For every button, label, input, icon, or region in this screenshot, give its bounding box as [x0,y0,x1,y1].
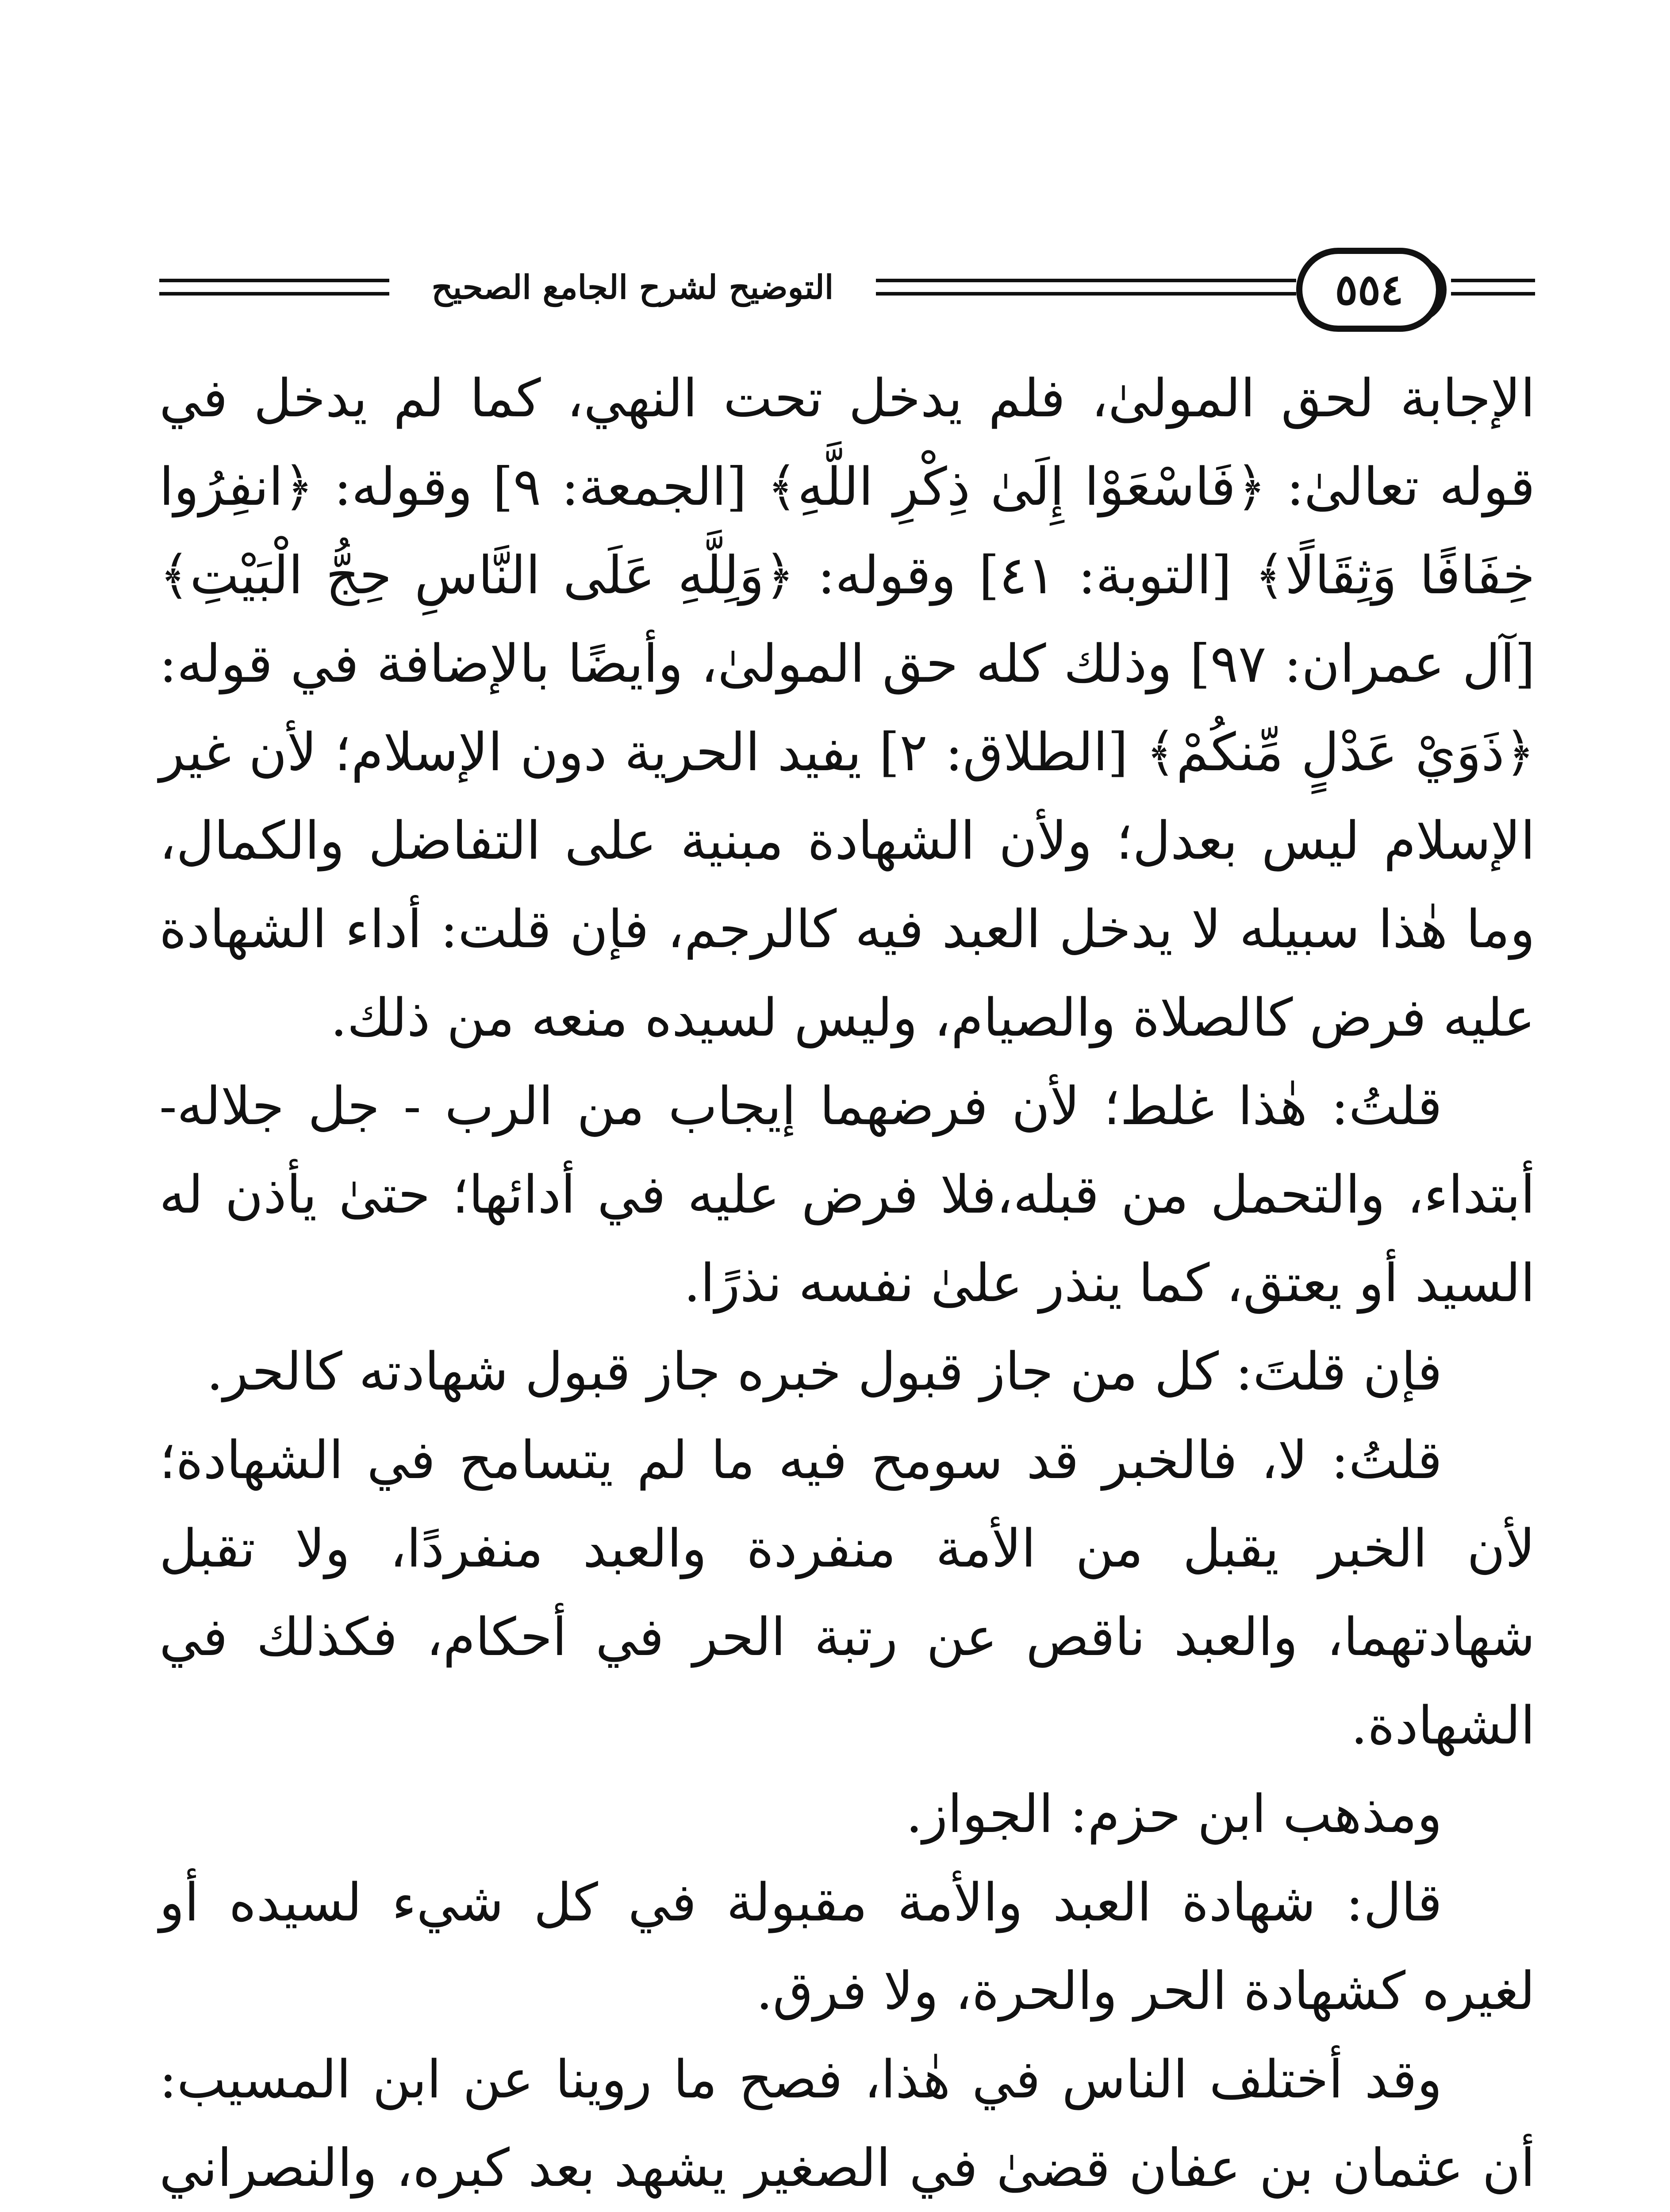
header-rule-middle-top [876,279,1296,282]
paragraph-3: فإن قلتَ: كل من جاز قبول خبره جاز قبول شهادته كالحر. [206,1341,1442,1402]
paragraph-7 [159,2035,1535,2212]
paragraph-2: قلتُ: هٰذا غلط؛ لأن فرضهما إيجاب من الرب - جل جلاله- أبتداء، والتحمل من قبله،فلا فرض عليه في أدائها؛ حتىٰ يأذن له السيد أو يعتق، كما ينذر علىٰ نفسه نذرًا. [159,1075,1535,1313]
page-header [159,248,1535,332]
header-rule-middle-bottom [876,292,1296,296]
header-rule-right-top [1451,279,1535,282]
page-badge-ornament [1411,257,1447,323]
header-rule-left-bottom [159,292,389,296]
page-number-badge: ٥٥٤ [1296,248,1442,332]
header-rule-right-bottom [1451,292,1535,296]
body-text [159,354,1535,2212]
paragraph-7-text: وقد أختلف الناس في هٰذا، فصح ما روينا عن ابن المسيب: أن عثمان بن عفان قضىٰ في الصغير يشهد بعد كبره، والنصراني [159,2049,1535,2198]
paragraph-1: الإجابة لحق المولىٰ، فلم يدخل تحت النهي، كما لم يدخل في قوله تعالىٰ: ﴿فَاسْعَوْا إِلَىٰ ذِكْرِ اللَّهِ﴾ [الجمعة: ٩] وقوله: ﴿انفِرُوا خِفَافًا وَثِقَالًا﴾ [التوبة: ٤١] وقوله: ﴿وَلِلَّهِ عَلَى النَّاسِ حِجُّ الْبَيْتِ﴾ [آل عمران: ٩٧] وذلك كله حق المولىٰ، وأيضًا بالإضافة في قوله: ﴿ذَوَيْ عَدْلٍ مِّنكُمْ﴾ [الطلاق: ٢] يفيد الحرية دون الإسلام؛ لأن غير الإسلام ليس بعدل؛ ولأن الشهادة مبنية على التفاضل والكمال، وما هٰذا سبيله لا يدخل العبد فيه كالرجم، فإن قلت: أداء الشهادة عليه فرض كالصلاة والصيام، وليس لسيده منعه من ذلك. [159,368,1536,1048]
paragraph-6: قال: شهادة العبد والأمة مقبولة في كل شيء لسيده أو لغيره كشهادة الحر والحرة، ولا فرق. [159,1872,1535,2021]
header-rule-left-top [159,279,389,282]
paragraph-5: ومذهب ابن حزم: الجواز. [906,1783,1442,1844]
running-title: التوضيح لشرح الجامع الصحيح [431,269,834,307]
paragraph-4: قلتُ: لا، فالخبر قد سومح فيه ما لم يتسامح في الشهادة؛ لأن الخبر يقبل من الأمة منفردة والعبد منفردًا، ولا تقبل شهادتهما، والعبد ناقص عن رتبة الحر في أحكام، فكذلك في الشهادة. [159,1429,1535,1756]
